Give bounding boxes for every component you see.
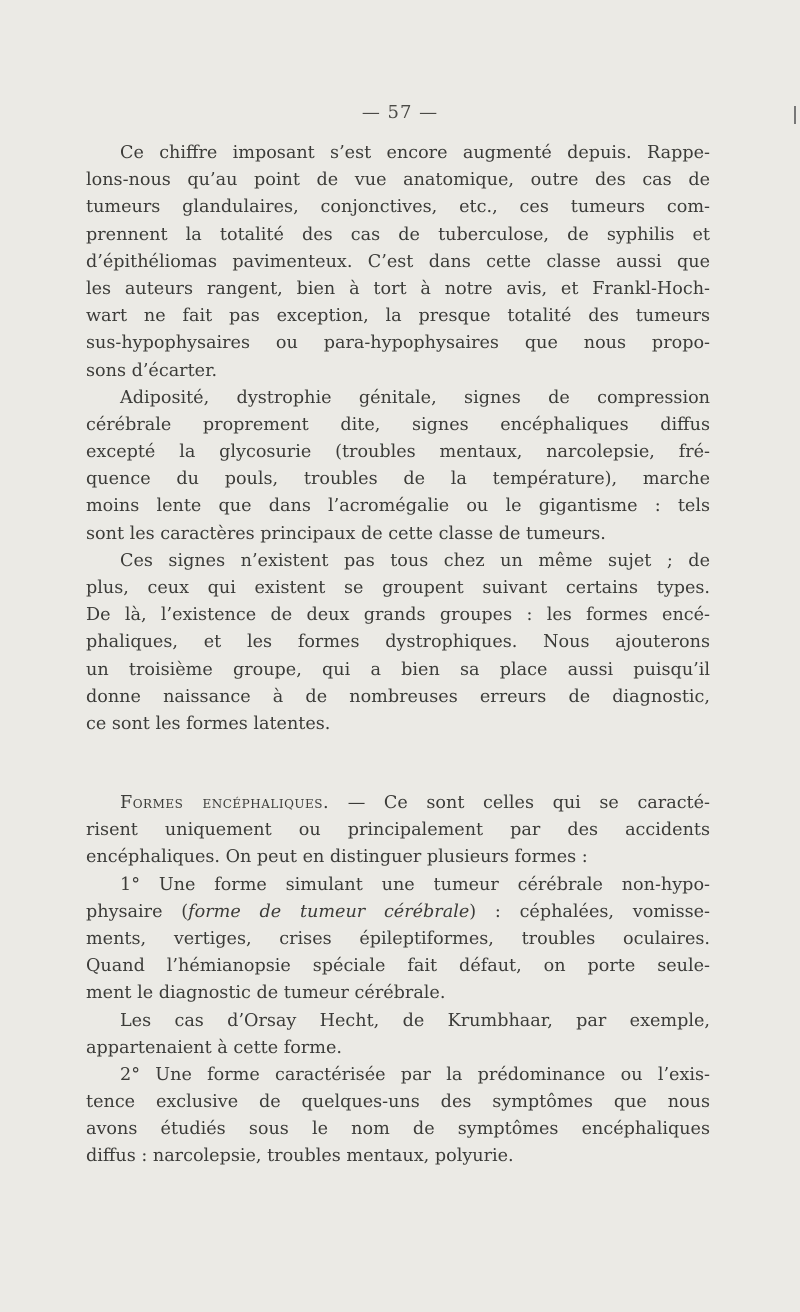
- text-line: sons d’écarter.: [86, 360, 218, 381]
- section-heading-rest: — Ce sont celles qui se caracté-: [329, 793, 710, 813]
- text-line: prennent la totalité des cas de tuberculose, de syphilis et: [86, 224, 710, 245]
- text-line: 2° Une forme caractérisée par la prédominance ou l’exis-: [120, 1064, 710, 1085]
- text-line: d’épithéliomas pavimenteux. C’est dans cette classe aussi que: [86, 251, 710, 272]
- text-line: excepté la glycosurie (troubles mentaux, narcolepsie, fré-: [86, 442, 710, 463]
- text-line: ce sont les formes latentes.: [86, 713, 331, 734]
- text-fragment: ) : céphalées, vomisse-: [469, 901, 711, 922]
- text-line: tence exclusive de quelques-uns des symptômes que nous: [86, 1092, 710, 1113]
- text-line: lons-nous qu’au point de vue anatomique, outre des cas de: [86, 170, 710, 191]
- page-number: — 57 —: [361, 102, 439, 123]
- text-line: [86, 899, 710, 926]
- text-line: wart ne fait pas exception, la presque totalité des tumeurs: [86, 306, 710, 327]
- text-line: Les cas d’Orsay Hecht, de Krumbhaar, par exemple,: [120, 1010, 710, 1031]
- text-line: Ces signes n’existent pas tous chez un même sujet ; de: [120, 550, 710, 571]
- text-line: risent uniquement ou principalement par des accidents: [86, 820, 710, 841]
- text-line: Adiposité, dystrophie génitale, signes de compression: [120, 387, 710, 408]
- text-line: ments, vertiges, crises épileptiformes, troubles oculaires.: [86, 928, 710, 949]
- text-line: Ce chiffre imposant s’est encore augmenté depuis. Rappe-: [120, 143, 710, 163]
- text-line: diffus : narcolepsie, troubles mentaux, polyurie.: [86, 1146, 514, 1167]
- text-line: encéphaliques. On peut en distinguer plusieurs formes :: [86, 847, 588, 868]
- text-line: sus-hypophysaires ou para-hypophysaires que nous propo-: [86, 333, 710, 354]
- text-line: sont les caractères principaux de cette classe de tumeurs.: [86, 523, 606, 544]
- text-line: 1° Une forme simulant une tumeur cérébrale non-hypo-: [120, 874, 710, 895]
- text-line: quence du pouls, troubles de la température), marche: [86, 469, 710, 490]
- text-line: appartenaient à cette forme.: [86, 1037, 342, 1058]
- text-line: cérébrale proprement dite, signes encéphaliques diffus: [86, 414, 710, 435]
- text-line: tumeurs glandulaires, conjonctives, etc., ces tumeurs com-: [86, 197, 710, 218]
- text-line: donne naissance à de nombreuses erreurs de diagnostic,: [86, 686, 710, 707]
- text-line: Quand l’hémianopsie spéciale fait défaut, on porte seule-: [86, 956, 710, 977]
- text-line: ment le diagnostic de tumeur cérébrale.: [86, 983, 446, 1004]
- text-line: moins lente que dans l’acromégalie ou le gigantisme : tels: [86, 496, 710, 517]
- text-line: plus, ceux qui existent se groupent suivant certains types.: [86, 578, 710, 598]
- text-line: avons étudiés sous le nom de symptômes encéphaliques: [86, 1119, 710, 1140]
- text-line: un troisième groupe, qui a bien sa place aussi puisqu’il: [86, 659, 710, 680]
- text-line: phaliques, et les formes dystrophiques. Nous ajouterons: [86, 632, 710, 653]
- text-line: De là, l’existence de deux grands groupes : les formes encé-: [86, 605, 710, 626]
- italic-term: forme de tumeur cérébrale: [188, 901, 470, 922]
- margin-mark: [794, 106, 796, 124]
- body-text-lower: [86, 790, 710, 1171]
- body-text-upper: [86, 140, 710, 738]
- text-line: les auteurs rangent, bien à tort à notre avis, et Frankl-Hoch-: [86, 278, 710, 299]
- text-fragment: physaire (: [86, 901, 189, 922]
- section-heading-line: [86, 790, 710, 817]
- section-heading: Formes encéphaliques.: [120, 793, 330, 813]
